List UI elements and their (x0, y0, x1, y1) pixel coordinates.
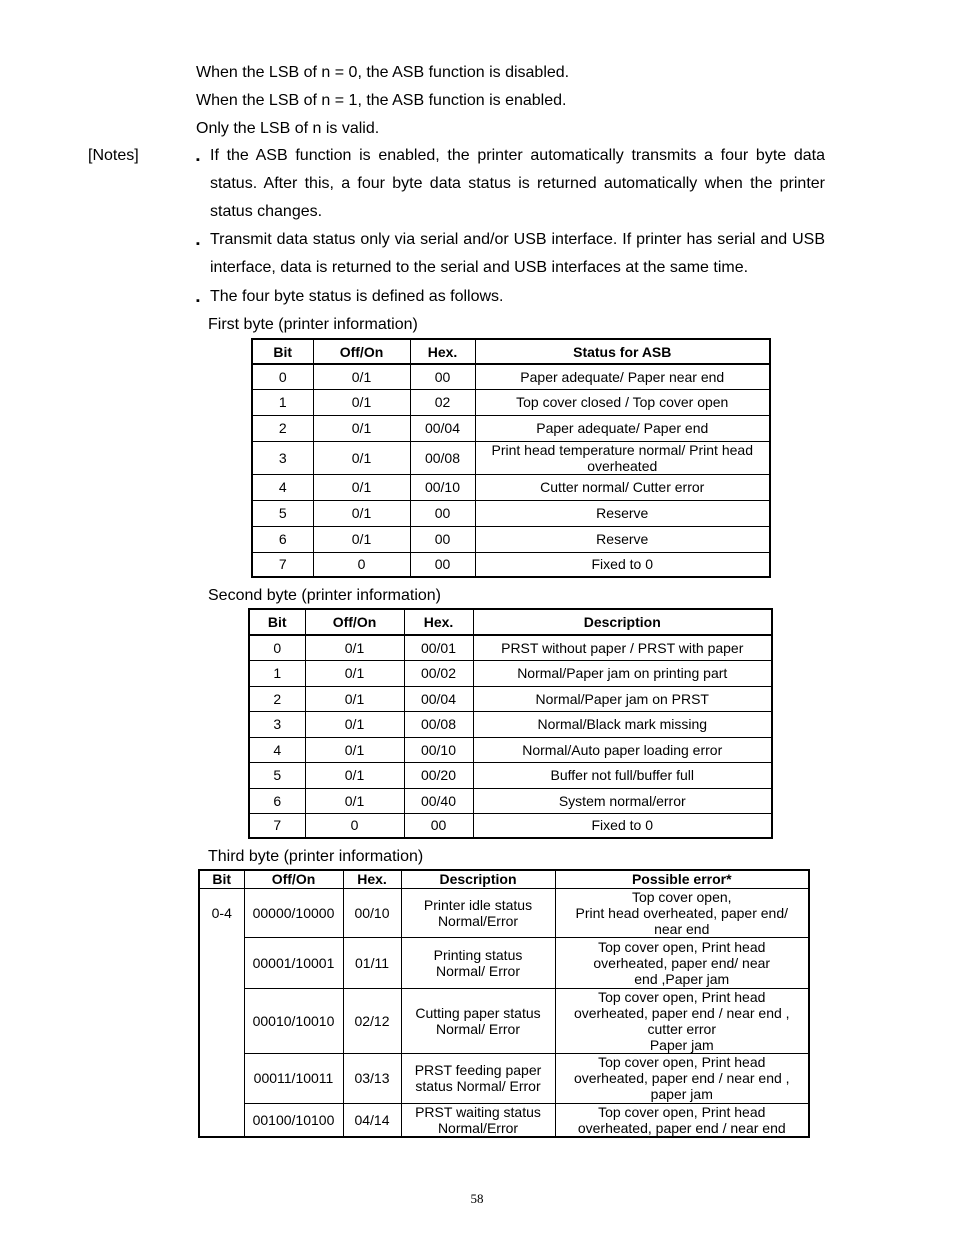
cell-bit: 7 (249, 813, 305, 838)
bullet-2-text: Transmit data status only via serial and/or USB interface. If printer has serial and USB interface, data is returned to the serial and USB interfaces at the same time. (210, 231, 825, 276)
cell-off-on: 00001/10001 (244, 937, 343, 988)
cell-off-on: 00010/10010 (244, 988, 343, 1053)
cell-bit: 5 (252, 500, 313, 526)
cell-bit: 3 (249, 711, 305, 737)
cell-off-on: 0/1 (305, 711, 404, 737)
cell-hex: 00/02 (404, 660, 473, 686)
cell-description: PRST waiting status Normal/Error (401, 1103, 555, 1137)
table-row (249, 686, 772, 711)
cell-description: Fixed to 0 (475, 552, 770, 577)
header-description: Description (473, 609, 772, 635)
table-row (249, 711, 772, 737)
bullet-square-icon: ▪ (196, 154, 200, 166)
cell-description: Normal/Paper jam on printing part (473, 660, 772, 686)
table-row (252, 441, 770, 474)
cell-possible-error: Top cover open, Print head overheated, paper end/ near end (555, 888, 809, 937)
cell-description: Reserve (475, 500, 770, 526)
table-row (249, 660, 772, 686)
bullet-1 (196, 142, 825, 226)
cell-off-on: 0/1 (313, 441, 410, 474)
cell-possible-error: Top cover open, Print head overheated, paper end / near end , cutter error Paper jam (555, 988, 809, 1053)
cell-off-on: 00000/10000 (244, 888, 343, 937)
cell-description: Normal/Auto paper loading error (473, 737, 772, 762)
cell-off-on: 0/1 (305, 660, 404, 686)
cell-hex: 00/04 (404, 686, 473, 711)
intro-line-1: When the LSB of n = 0, the ASB function is disabled. (196, 64, 570, 81)
bullet-square-icon: ▪ (196, 295, 200, 307)
cell-description: Printing status Normal/ Error (401, 937, 555, 988)
header-bit: Bit (199, 870, 244, 888)
cell-hex: 00/10 (410, 474, 475, 500)
table-row (249, 635, 772, 660)
table-row (252, 389, 770, 415)
table-row (252, 415, 770, 441)
table-row (249, 788, 772, 813)
cell-hex: 03/13 (343, 1053, 401, 1103)
cell-off-on: 0/1 (313, 364, 410, 389)
cell-possible-error: Top cover open, Print head overheated, paper end / near end (555, 1103, 809, 1137)
cell-hex: 00/10 (343, 888, 401, 937)
third-byte-table (198, 869, 810, 1138)
cell-hex: 00 (410, 364, 475, 389)
cell-bit: 0 (252, 364, 313, 389)
header-bit: Bit (249, 609, 305, 635)
cell-bit: 6 (252, 526, 313, 552)
cell-hex: 00/01 (404, 635, 473, 660)
cell-off-on: 00100/10100 (244, 1103, 343, 1137)
cell-hex: 00/40 (404, 788, 473, 813)
cell-hex: 00/10 (404, 737, 473, 762)
cell-description: Printer idle status Normal/Error (401, 888, 555, 937)
cell-off-on: 00011/10011 (244, 1053, 343, 1103)
table-header-row (249, 609, 772, 635)
bullet-2 (196, 226, 825, 282)
cell-hex: 00 (410, 500, 475, 526)
table-row (249, 762, 772, 788)
cell-hex: 00/04 (410, 415, 475, 441)
cell-off-on: 0/1 (305, 737, 404, 762)
cell-hex: 00 (404, 813, 473, 838)
header-off-on: Off/On (313, 339, 410, 364)
first-byte-caption: First byte (printer information) (208, 316, 418, 333)
cell-description: Paper adequate/ Paper end (475, 415, 770, 441)
cell-possible-error: Top cover open, Print head overheated, paper end / near end , paper jam (555, 1053, 809, 1103)
cell-off-on: 0 (305, 813, 404, 838)
cell-off-on: 0 (313, 552, 410, 577)
cell-hex: 00/08 (404, 711, 473, 737)
cell-hex: 00 (410, 552, 475, 577)
header-status: Status for ASB (475, 339, 770, 364)
table-row (199, 988, 809, 1053)
cell-description: Normal/Black mark missing (473, 711, 772, 737)
bullet-1-text: If the ASB function is enabled, the printer automatically transmits a four byte data status. After this, a four byte data status is returned automatically when the printer status changes. (210, 147, 825, 220)
cell-description: PRST feeding paper status Normal/ Error (401, 1053, 555, 1103)
cell-bit: 3 (252, 441, 313, 474)
cell-description: Fixed to 0 (473, 813, 772, 838)
table-row (199, 1053, 809, 1103)
second-byte-body (249, 635, 772, 838)
header-possible-error: Possible error* (555, 870, 809, 888)
cell-off-on: 0/1 (305, 635, 404, 660)
cell-off-on: 0/1 (305, 762, 404, 788)
table-row (252, 552, 770, 577)
cell-bit: 5 (249, 762, 305, 788)
first-byte-body (252, 364, 770, 577)
cell-description: Top cover closed / Top cover open (475, 389, 770, 415)
header-hex: Hex. (404, 609, 473, 635)
cell-description: PRST without paper / PRST with paper (473, 635, 772, 660)
cell-description: Normal/Paper jam on PRST (473, 686, 772, 711)
cell-hex: 00 (410, 526, 475, 552)
table-row (199, 888, 809, 937)
cell-description: Print head temperature normal/ Print head overheated (475, 441, 770, 474)
cell-bit: 0 (249, 635, 305, 660)
cell-bit: 4 (252, 474, 313, 500)
cell-hex: 00/20 (404, 762, 473, 788)
header-off-on: Off/On (305, 609, 404, 635)
page-number: 58 (470, 1191, 484, 1206)
cell-off-on: 0/1 (313, 474, 410, 500)
header-bit: Bit (252, 339, 313, 364)
table-header-row (199, 870, 809, 888)
cell-description: Buffer not full/buffer full (473, 762, 772, 788)
notes-label: [Notes] (88, 147, 139, 164)
cell-possible-error: Top cover open, Print head overheated, paper end/ near end ,Paper jam (555, 937, 809, 988)
cell-bit: 1 (252, 389, 313, 415)
cell-off-on: 0/1 (305, 686, 404, 711)
cell-off-on: 0/1 (313, 415, 410, 441)
bullet-3-text: The four byte status is defined as follows. (210, 288, 504, 305)
cell-hex: 02 (410, 389, 475, 415)
table-header-row (252, 339, 770, 364)
table-row (252, 500, 770, 526)
cell-description: Paper adequate/ Paper near end (475, 364, 770, 389)
third-byte-body (199, 888, 809, 1137)
bullet-square-icon: ▪ (196, 238, 200, 250)
cell-off-on: 0/1 (313, 526, 410, 552)
cell-hex: 02/12 (343, 988, 401, 1053)
cell-off-on: 0/1 (305, 788, 404, 813)
cell-bit: 2 (252, 415, 313, 441)
table-row (199, 1103, 809, 1137)
table-row (252, 474, 770, 500)
first-byte-table (251, 338, 771, 578)
header-hex: Hex. (410, 339, 475, 364)
table-row (249, 813, 772, 838)
cell-bit-group: 0-4 (199, 888, 244, 1137)
table-row (252, 364, 770, 389)
cell-off-on: 0/1 (313, 389, 410, 415)
bullet-3 (196, 283, 825, 311)
table-row (252, 526, 770, 552)
cell-hex: 04/14 (343, 1103, 401, 1137)
third-byte-caption: Third byte (printer information) (208, 848, 424, 865)
header-off-on: Off/On (244, 870, 343, 888)
cell-bit: 4 (249, 737, 305, 762)
cell-description: Cutter normal/ Cutter error (475, 474, 770, 500)
cell-off-on: 0/1 (313, 500, 410, 526)
table-row (249, 737, 772, 762)
second-byte-caption: Second byte (printer information) (208, 587, 441, 604)
intro-line-2: When the LSB of n = 1, the ASB function is enabled. (196, 92, 567, 109)
header-hex: Hex. (343, 870, 401, 888)
second-byte-table (248, 608, 773, 839)
cell-bit: 2 (249, 686, 305, 711)
cell-description: Cutting paper status Normal/ Error (401, 988, 555, 1053)
header-description: Description (401, 870, 555, 888)
cell-description: System normal/error (473, 788, 772, 813)
cell-description: Reserve (475, 526, 770, 552)
table-row (199, 937, 809, 988)
cell-bit: 6 (249, 788, 305, 813)
cell-hex: 01/11 (343, 937, 401, 988)
cell-bit: 7 (252, 552, 313, 577)
cell-bit: 1 (249, 660, 305, 686)
intro-line-3: Only the LSB of n is valid. (196, 120, 380, 137)
cell-hex: 00/08 (410, 441, 475, 474)
